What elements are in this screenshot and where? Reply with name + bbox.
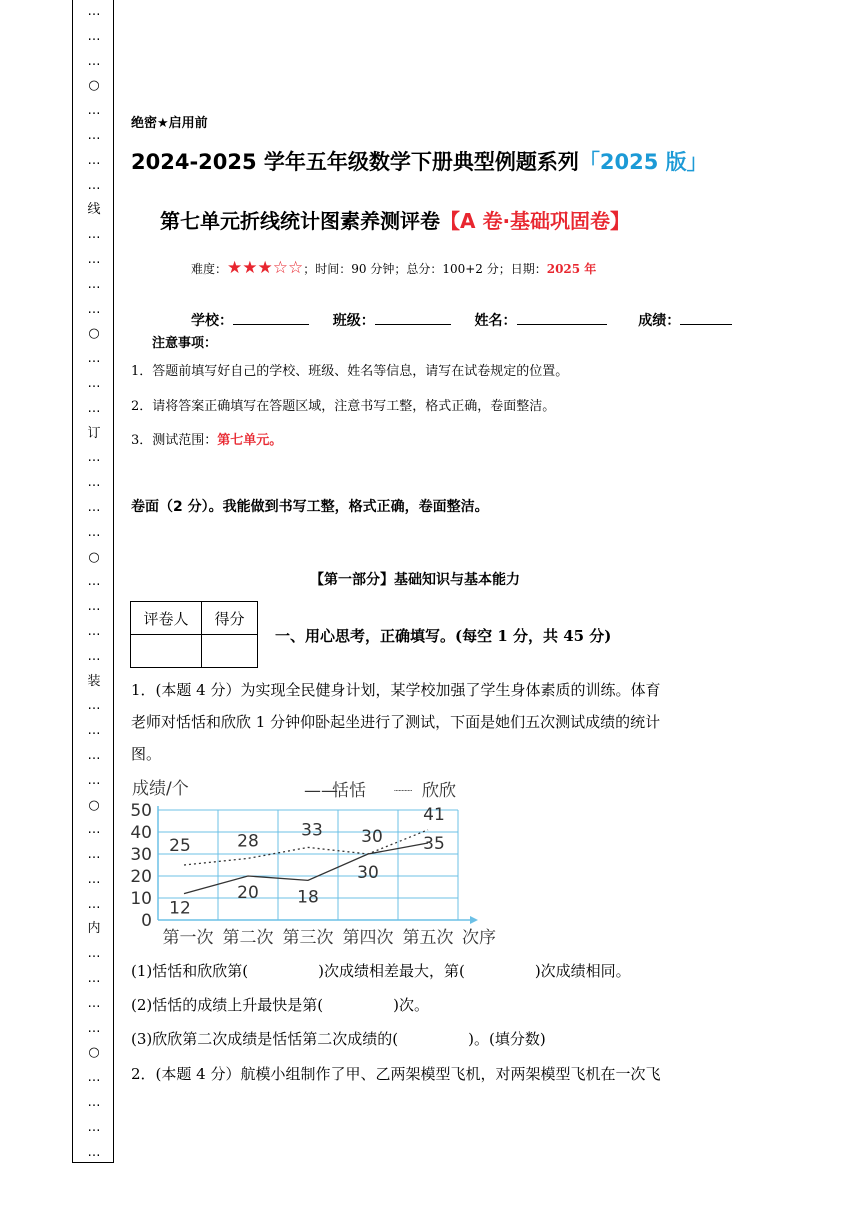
binding-dots: … <box>87 574 101 590</box>
legend-solid-mark: —— <box>304 781 338 801</box>
binding-dots: … <box>87 747 101 763</box>
x-tick-label: 第三次 <box>282 928 334 948</box>
school-label: 学校： <box>191 313 233 329</box>
q1-sub-3-a: (3)欣欣第二次成绩是恬恬第二次成绩的( <box>131 1030 399 1048</box>
q1-sub-3 <box>131 1028 546 1049</box>
binding-dots: … <box>87 524 101 540</box>
chart-y-label: 成绩/个 <box>132 779 189 799</box>
data-label: 30 <box>357 863 379 883</box>
name-label: 姓名： <box>474 313 517 329</box>
notes-heading: 注意事项： <box>152 336 218 351</box>
note-item-3 <box>131 429 282 448</box>
meta-rest: ；时间：90 分钟；总分：100+2 分；日期： <box>303 262 547 276</box>
name-field[interactable] <box>517 310 607 325</box>
binding-dots: … <box>87 772 101 788</box>
data-label: 30 <box>361 827 383 847</box>
data-label: 41 <box>423 804 445 825</box>
binding-char: 线 <box>87 202 101 218</box>
binding-dots: … <box>87 53 101 69</box>
subtitle-tag: 【A 卷·基础巩固卷】 <box>440 209 631 233</box>
binding-circle: ○ <box>88 549 100 565</box>
y-tick-label: 40 <box>130 823 152 843</box>
data-label: 28 <box>237 831 259 852</box>
grader-header: 评卷人 <box>131 602 202 635</box>
x-tick-label: 第一次 <box>162 928 214 948</box>
binding-dots: … <box>87 698 101 714</box>
binding-dots: … <box>87 946 101 962</box>
binding-dots: … <box>87 723 101 739</box>
meta-date: 2025 年 <box>546 262 597 276</box>
binding-dots: … <box>87 4 101 19</box>
binding-dots: … <box>87 648 101 664</box>
legend-solid-label: 恬恬 <box>332 781 366 801</box>
series-line-tiantian <box>184 843 428 894</box>
binding-dots: … <box>87 177 101 193</box>
legend-dotted-mark: ┈┈┈ <box>394 786 413 797</box>
neatness-note: 卷面（2 分）。我能做到书写工整，格式正确，卷面整洁。 <box>131 499 489 515</box>
binding-circle: ○ <box>88 78 100 94</box>
binding-dots: … <box>87 251 101 267</box>
q1-sub-1-c: )次成绩相同。 <box>534 962 631 980</box>
difficulty-label: 难度： <box>191 262 228 276</box>
binding-dots: … <box>87 1070 101 1086</box>
binding-dots: … <box>87 623 101 639</box>
q1-line-3: 图。 <box>131 745 162 763</box>
binding-circle: ○ <box>88 797 100 813</box>
grader-cell[interactable] <box>131 635 202 668</box>
binding-dots: … <box>87 28 101 44</box>
binding-dots: … <box>87 1020 101 1036</box>
binding-circle: ○ <box>88 326 100 342</box>
binding-dots: … <box>87 152 101 168</box>
line-chart <box>128 772 538 952</box>
binding-dots: … <box>87 276 101 292</box>
difficulty-stars-empty: ☆☆ <box>272 258 304 278</box>
binding-dots: … <box>87 450 101 466</box>
binding-dots: … <box>87 1095 101 1111</box>
x-axis-arrow <box>470 916 478 924</box>
binding-dots: … <box>87 375 101 391</box>
y-tick-label: 0 <box>141 911 152 931</box>
data-label: 35 <box>423 834 445 854</box>
binding-char: 内 <box>87 921 101 937</box>
note-item-1: 1．答题前填写好自己的学校、班级、姓名等信息，请写在试卷规定的位置。 <box>131 364 569 379</box>
binding-char: 订 <box>87 425 101 441</box>
chart-labels <box>130 801 496 948</box>
class-field[interactable] <box>375 310 451 325</box>
subtitle-main: 第七单元折线统计图素养测评卷 <box>160 209 440 233</box>
x-tick-label: 第五次 <box>402 928 454 948</box>
legend-dotted-label: 欣欣 <box>422 781 456 801</box>
binding-dots: … <box>87 871 101 887</box>
binding-dots: … <box>87 599 101 615</box>
binding-char: 装 <box>87 673 101 689</box>
data-label: 18 <box>297 887 319 908</box>
q1-line-1: 1．(本题 4 分）为实现全民健身计划，某学校加强了学生身体素质的训练。体育 <box>131 681 661 699</box>
q1-sub-2 <box>131 994 429 1015</box>
binding-dots: … <box>87 1144 101 1160</box>
data-label: 33 <box>301 820 323 841</box>
points-header: 得分 <box>202 602 258 635</box>
score-box <box>130 601 258 668</box>
exam-meta <box>191 258 596 278</box>
difficulty-stars-filled: ★★★ <box>227 258 273 278</box>
secret-label: 绝密★启用前 <box>131 116 208 131</box>
q1-sub-1 <box>131 960 631 981</box>
page-title-main: 2024-2025 学年五年级数学下册典型例题系列 <box>131 150 579 174</box>
data-label: 20 <box>237 883 259 903</box>
student-info-row <box>191 310 732 330</box>
binding-dots: … <box>87 227 101 243</box>
binding-dots: … <box>87 971 101 987</box>
binding-dots: … <box>87 475 101 491</box>
y-tick-label: 30 <box>130 845 152 865</box>
binding-dots: … <box>87 400 101 416</box>
binding-margin <box>72 0 114 1163</box>
y-tick-label: 20 <box>130 867 152 887</box>
x-tick-label: 第四次 <box>342 928 394 948</box>
binding-dots: … <box>87 301 101 317</box>
q2-line-1: 2．(本题 4 分）航模小组制作了甲、乙两架模型飞机，对两架模型飞机在一次飞 <box>131 1065 661 1083</box>
data-label: 25 <box>169 836 191 856</box>
points-cell[interactable] <box>202 635 258 668</box>
note-item-3-range: 第七单元。 <box>217 433 283 448</box>
binding-dots: … <box>87 847 101 863</box>
q1-sub-2-b: )次。 <box>393 996 429 1014</box>
binding-dots: … <box>87 499 101 515</box>
y-tick-label: 10 <box>130 889 152 909</box>
school-field[interactable] <box>233 310 309 325</box>
x-axis-label: 次序 <box>462 928 496 948</box>
page-title-edition: 「2025 版」 <box>578 150 708 174</box>
binding-dots: … <box>87 896 101 912</box>
part1-title: 【第一部分】基础知识与基本能力 <box>310 572 520 588</box>
q1-sub-2-a: (2)恬恬的成绩上升最快是第( <box>131 996 324 1014</box>
binding-circle: ○ <box>88 1045 100 1061</box>
x-tick-label: 第二次 <box>222 928 274 948</box>
note-item-3-prefix: 3．测试范围： <box>131 433 218 448</box>
page-subtitle <box>160 205 630 234</box>
binding-dots: … <box>87 103 101 119</box>
chart-legend <box>304 781 456 801</box>
binding-dots: … <box>87 822 101 838</box>
class-label: 班级： <box>332 313 375 329</box>
binding-dots: … <box>87 1119 101 1135</box>
binding-dots: … <box>87 351 101 367</box>
y-tick-label: 50 <box>130 801 152 821</box>
score-field[interactable] <box>680 310 732 325</box>
page-title <box>131 146 708 176</box>
score-label: 成绩： <box>638 313 681 329</box>
section-heading: 一、用心思考，正确填写。(每空 1 分，共 45 分) <box>275 627 612 645</box>
binding-dots: … <box>87 995 101 1011</box>
q1-sub-1-a: (1)恬恬和欣欣第( <box>131 962 249 980</box>
binding-dots: … <box>87 127 101 143</box>
data-label: 12 <box>169 898 191 919</box>
note-item-2: 2．请将答案正确填写在答题区域，注意书写工整，格式正确，卷面整洁。 <box>131 399 556 414</box>
q1-line-2: 老师对恬恬和欣欣 1 分钟仰卧起坐进行了测试，下面是她们五次测试成绩的统计 <box>131 713 661 731</box>
q1-sub-3-b: )。(填分数) <box>468 1030 546 1048</box>
binding-margin-marks <box>73 0 115 1163</box>
q1-sub-1-b: )次成绩相差最大，第( <box>318 962 465 980</box>
